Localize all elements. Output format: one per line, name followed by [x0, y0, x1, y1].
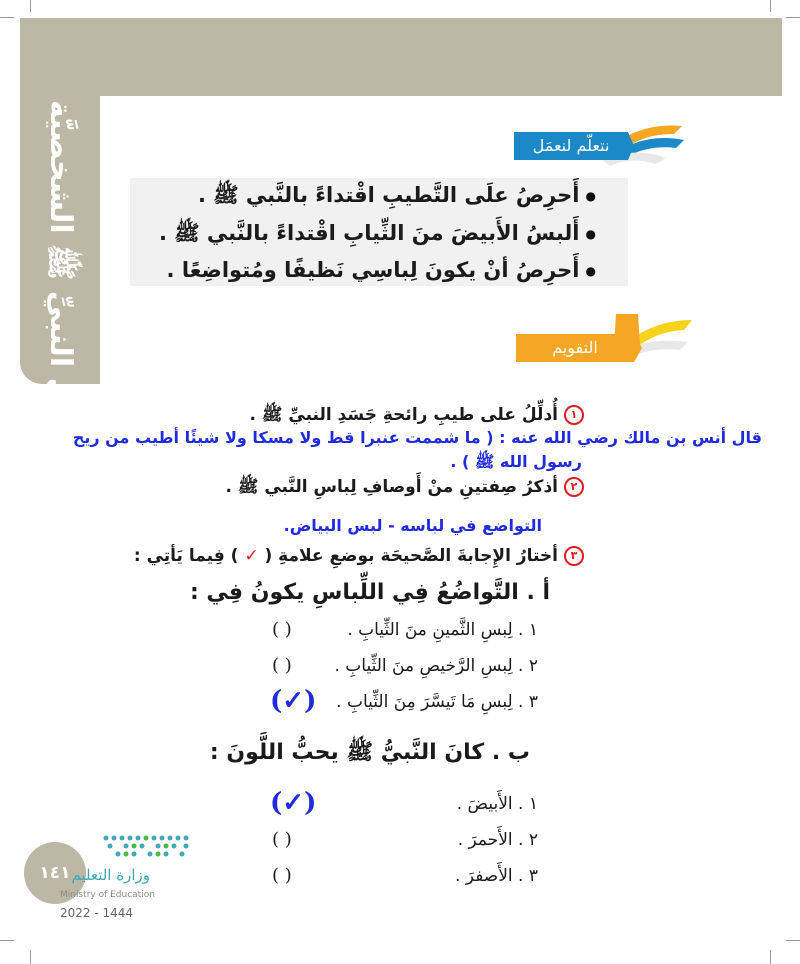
- answer-box-checked[interactable]: (✓): [270, 686, 317, 716]
- learn-point: ● أَحرِصُ علَى التَّطيبِ اقْتداءً بالنَّبي ﷺ .: [198, 182, 596, 213]
- chapter-sidebar: [20, 96, 100, 465]
- header-band: [20, 18, 782, 96]
- question-1-text: أُدلِّلُ على طيبِ رائحةِ جَسَدِ النبيِّ ﷺ .: [249, 405, 558, 425]
- option-label: ٢ . الأَحمرَ .: [457, 830, 538, 850]
- question-1: [250, 404, 584, 429]
- learn-badge-label: نتعلّم لنعمَل: [532, 136, 610, 155]
- option-label: ٢ . لِبسِ الرَّخيصِ منَ الثِّيابِ .: [334, 656, 538, 676]
- answer-box[interactable]: ( ): [272, 655, 292, 676]
- part-b-title: ب . كانَ النَّبيُّ ﷺ يحبُّ اللَّونَ :: [209, 740, 530, 765]
- question-3: ٣أختارُ الإِجابةَ الصَّحيحَة بوضعِ علامةِ ( ✓ ) فِيما يَأتِي :: [134, 546, 584, 566]
- question-number: ٣: [564, 546, 584, 566]
- answer-2: التواضع في لباسه - لبس البياض.: [283, 516, 542, 535]
- learn-badge: [506, 112, 686, 178]
- option-label: ٣ . الأَصفرَ .: [455, 866, 538, 886]
- learn-point: ● أَحرِصُ أنْ يكونَ لِباسِي نَظيفًا ومُتواضِعًا .: [167, 258, 596, 282]
- evaluation-badge-label: التقويم: [552, 338, 598, 357]
- answer-box[interactable]: ( ): [272, 619, 292, 640]
- answer-1-line1: قال أنس بن مالك رضي الله عنه : ( ما شممت عنبرا قط ولا مسكا ولا شيئًا أطيب من ريح: [72, 428, 762, 447]
- edition-year: 2022 - 1444: [60, 906, 134, 920]
- ministry-logo-icon: [100, 832, 192, 864]
- question-2-text: أذكرُ صِفتينِ منْ أَوصافِ لِباسِ النَّبي ﷺ .: [225, 477, 558, 497]
- crop-mark: [786, 17, 800, 18]
- option-label: ١ . الأَبيضَ .: [456, 794, 538, 814]
- crop-mark: [30, 0, 31, 12]
- crop-mark: [770, 950, 771, 964]
- page-number: ١٤١: [24, 842, 86, 904]
- question-2: [225, 476, 584, 501]
- chapter-title: أحوال النبيِّ ﷺ الشخصيَّة: [43, 100, 78, 465]
- crop-mark: [770, 0, 771, 12]
- crop-mark: [0, 940, 14, 941]
- part-a-title: أ . التَّواضُعُ فِي اللِّباسِ يكونُ فِي :: [189, 580, 550, 605]
- ministry-name-ar: وزارة التعليم: [71, 866, 150, 884]
- crop-mark: [786, 940, 800, 941]
- question-number: ٢: [564, 477, 584, 497]
- answer-1-line2: رسول الله ﷺ ) .: [450, 452, 582, 471]
- check-mark-icon: ✓: [244, 546, 259, 566]
- ministry-name-en: Ministry of Education: [60, 890, 155, 900]
- evaluation-badge: [516, 306, 696, 374]
- option-label: ١ . لِبسِ الثَّمينِ منَ الثِّيابِ .: [347, 620, 538, 640]
- answer-box-checked[interactable]: (✓): [270, 788, 317, 818]
- question-number: ١: [564, 405, 584, 425]
- answer-box[interactable]: ( ): [272, 865, 292, 886]
- crop-mark: [30, 950, 31, 964]
- learn-point: ● أَلبسُ الأَبيضَ منَ الثِّيابِ اقْتداءً بالنَّبي ﷺ .: [159, 220, 596, 251]
- crop-mark: [0, 17, 14, 18]
- answer-box[interactable]: ( ): [272, 829, 292, 850]
- option-label: ٣ . لِبسِ مَا تَيسَّرَ مِنَ الثِّيابِ .: [336, 692, 538, 712]
